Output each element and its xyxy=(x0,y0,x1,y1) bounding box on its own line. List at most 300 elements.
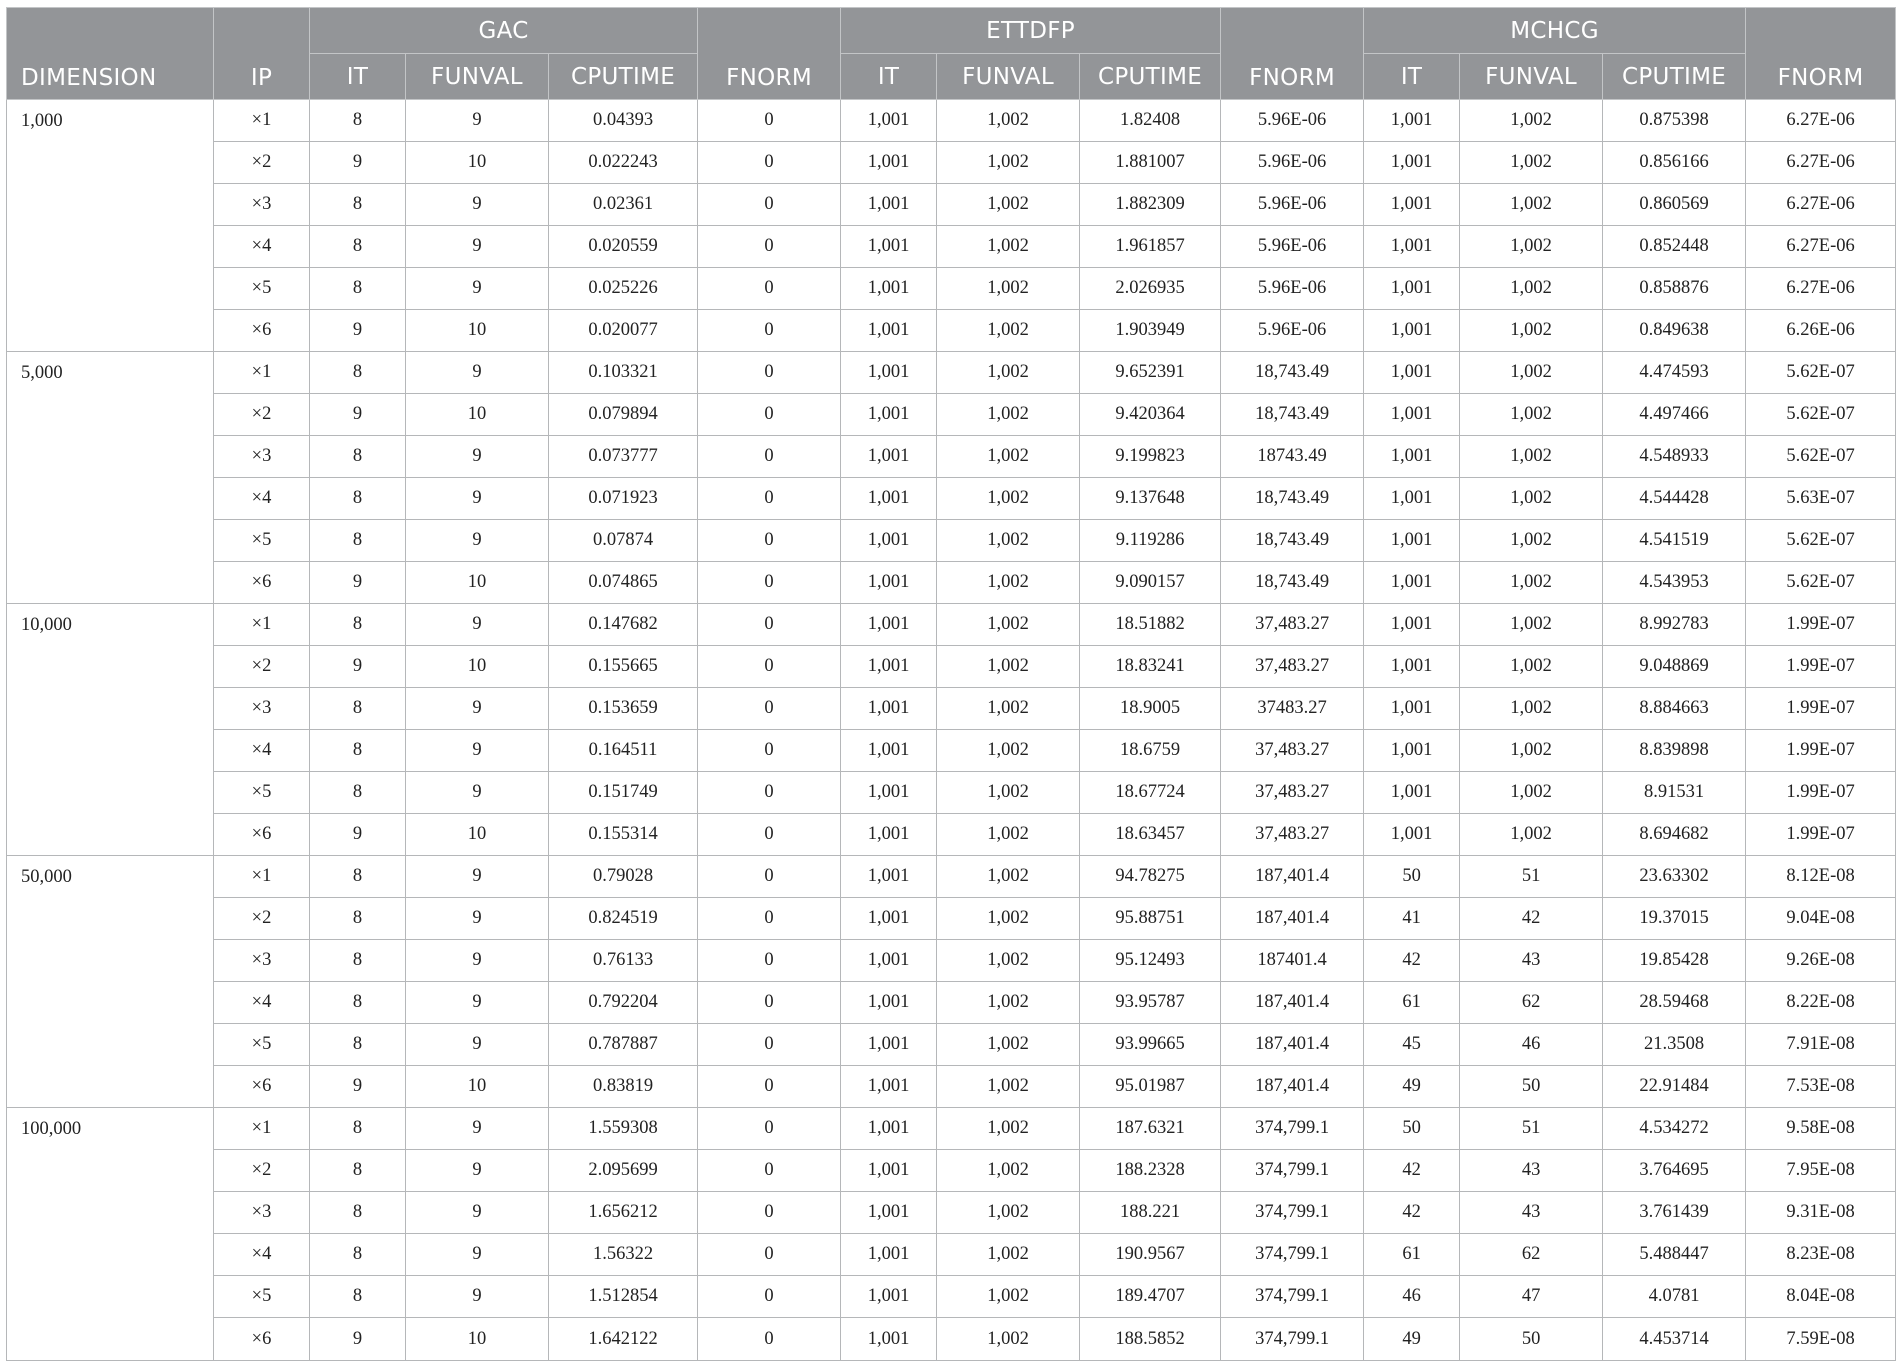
table-cell: 1,001 xyxy=(1364,142,1460,184)
table-cell: 1,001 xyxy=(1364,646,1460,688)
table-cell: 18,743.49 xyxy=(1221,394,1364,436)
table-cell: 1,001 xyxy=(841,982,937,1024)
table-cell: 7.95E-08 xyxy=(1746,1150,1896,1192)
table-cell: 8 xyxy=(310,604,406,646)
table-cell: 9.58E-08 xyxy=(1746,1108,1896,1150)
table-cell: 5.96E-06 xyxy=(1221,142,1364,184)
table-cell: 187.6321 xyxy=(1080,1108,1221,1150)
table-cell: ×5 xyxy=(214,1024,310,1066)
table-row xyxy=(7,478,1896,520)
table-cell: 28.59468 xyxy=(1603,982,1746,1024)
table-cell: 4.543953 xyxy=(1603,562,1746,604)
table-cell: 6.27E-06 xyxy=(1746,184,1896,226)
table-cell: 1,002 xyxy=(937,352,1080,394)
table-cell: ×4 xyxy=(214,1234,310,1276)
table-cell: 9 xyxy=(406,856,549,898)
table-cell: ×5 xyxy=(214,520,310,562)
table-cell: 37,483.27 xyxy=(1221,772,1364,814)
table-cell: 0 xyxy=(698,394,841,436)
table-cell: ×1 xyxy=(214,352,310,394)
mchcg-it-header: IT xyxy=(1364,54,1460,100)
table-cell: ×3 xyxy=(214,940,310,982)
table-cell: 1,002 xyxy=(1460,562,1603,604)
table-cell: 1,001 xyxy=(1364,100,1460,142)
table-cell: 1,002 xyxy=(937,646,1080,688)
table-cell: 1,001 xyxy=(841,226,937,268)
table-row xyxy=(7,982,1896,1024)
table-cell: 9.652391 xyxy=(1080,352,1221,394)
table-cell: 7.91E-08 xyxy=(1746,1024,1896,1066)
table-cell: 1,002 xyxy=(937,730,1080,772)
table-cell: 9 xyxy=(406,898,549,940)
table-cell: ×1 xyxy=(214,604,310,646)
table-row xyxy=(7,184,1896,226)
table-cell: 94.78275 xyxy=(1080,856,1221,898)
table-cell: 2.026935 xyxy=(1080,268,1221,310)
table-cell: 1,002 xyxy=(937,1276,1080,1318)
table-cell: ×1 xyxy=(214,1108,310,1150)
table-cell: 21.3508 xyxy=(1603,1024,1746,1066)
table-cell: ×6 xyxy=(214,1066,310,1108)
table-cell: 188.221 xyxy=(1080,1192,1221,1234)
table-cell: 1,002 xyxy=(937,1108,1080,1150)
table-cell: 1,002 xyxy=(937,1024,1080,1066)
table-cell: 8 xyxy=(310,1276,406,1318)
header-row-groups xyxy=(7,8,1896,54)
table-cell: 1,002 xyxy=(1460,772,1603,814)
table-cell: 93.95787 xyxy=(1080,982,1221,1024)
table-cell: 1,001 xyxy=(841,730,937,772)
table-cell: 0.073777 xyxy=(549,436,698,478)
table-cell: 9 xyxy=(406,940,549,982)
table-cell: 190.9567 xyxy=(1080,1234,1221,1276)
results-table-container xyxy=(6,7,1895,1361)
table-cell: 0.151749 xyxy=(549,772,698,814)
table-cell: 0 xyxy=(698,1150,841,1192)
table-cell: 42 xyxy=(1460,898,1603,940)
table-cell: 50 xyxy=(1460,1066,1603,1108)
table-cell: 1,002 xyxy=(937,940,1080,982)
table-row xyxy=(7,394,1896,436)
table-cell: 0.079894 xyxy=(549,394,698,436)
table-cell: 4.534272 xyxy=(1603,1108,1746,1150)
table-cell: 1,001 xyxy=(1364,394,1460,436)
table-cell: 0 xyxy=(698,436,841,478)
table-cell: 5.62E-07 xyxy=(1746,562,1896,604)
table-cell: 7.53E-08 xyxy=(1746,1066,1896,1108)
table-cell: 8 xyxy=(310,688,406,730)
table-cell: 9 xyxy=(406,1192,549,1234)
table-cell: 0 xyxy=(698,856,841,898)
table-row xyxy=(7,226,1896,268)
table-cell: 0.020077 xyxy=(549,310,698,352)
table-cell: 0.792204 xyxy=(549,982,698,1024)
table-cell: 1,001 xyxy=(841,1024,937,1066)
table-cell: 0 xyxy=(698,604,841,646)
table-cell: 18743.49 xyxy=(1221,436,1364,478)
table-cell: 9 xyxy=(406,1024,549,1066)
ettdfp-group-header: ETTDFP xyxy=(841,8,1221,54)
table-cell: 3.761439 xyxy=(1603,1192,1746,1234)
table-cell: ×5 xyxy=(214,1276,310,1318)
table-cell: 0 xyxy=(698,142,841,184)
table-cell: 1,002 xyxy=(937,982,1080,1024)
table-cell: 8 xyxy=(310,352,406,394)
table-cell: 0.824519 xyxy=(549,898,698,940)
table-cell: 37,483.27 xyxy=(1221,604,1364,646)
table-cell: 4.548933 xyxy=(1603,436,1746,478)
table-cell: 0 xyxy=(698,730,841,772)
table-cell: 1.99E-07 xyxy=(1746,772,1896,814)
table-cell: 18.6759 xyxy=(1080,730,1221,772)
table-row xyxy=(7,1108,1896,1150)
table-cell: 1,001 xyxy=(1364,730,1460,772)
gac-cputime-header: CPUTIME xyxy=(549,54,698,100)
table-cell: 5.96E-06 xyxy=(1221,310,1364,352)
table-cell: 1.642122 xyxy=(549,1318,698,1361)
table-cell: ×4 xyxy=(214,226,310,268)
ip-header: IP xyxy=(214,8,310,100)
table-row xyxy=(7,352,1896,394)
table-cell: 9 xyxy=(406,100,549,142)
table-cell: 0.147682 xyxy=(549,604,698,646)
table-cell: 1.99E-07 xyxy=(1746,730,1896,772)
table-cell: 42 xyxy=(1364,940,1460,982)
table-cell: ×2 xyxy=(214,1150,310,1192)
table-row xyxy=(7,856,1896,898)
table-cell: 1,001 xyxy=(841,814,937,856)
table-cell: 1,001 xyxy=(841,1150,937,1192)
table-row xyxy=(7,1318,1896,1361)
table-cell: 46 xyxy=(1364,1276,1460,1318)
table-cell: 9 xyxy=(406,730,549,772)
table-cell: 10 xyxy=(406,562,549,604)
gac-it-header: IT xyxy=(310,54,406,100)
table-cell: 9 xyxy=(406,436,549,478)
table-cell: 8 xyxy=(310,184,406,226)
table-cell: 4.453714 xyxy=(1603,1318,1746,1361)
table-cell: 1.99E-07 xyxy=(1746,814,1896,856)
table-cell: 10 xyxy=(406,814,549,856)
table-cell: 10 xyxy=(406,646,549,688)
table-cell: 1.512854 xyxy=(549,1276,698,1318)
table-cell: 9 xyxy=(406,520,549,562)
table-cell: 0.860569 xyxy=(1603,184,1746,226)
table-cell: 1,002 xyxy=(1460,310,1603,352)
table-row xyxy=(7,310,1896,352)
table-cell: 1,001 xyxy=(1364,604,1460,646)
table-cell: 9.048869 xyxy=(1603,646,1746,688)
table-cell: 9 xyxy=(310,394,406,436)
table-cell: 187,401.4 xyxy=(1221,1066,1364,1108)
table-cell: 0.155314 xyxy=(549,814,698,856)
table-cell: 374,799.1 xyxy=(1221,1318,1364,1361)
table-cell: 374,799.1 xyxy=(1221,1276,1364,1318)
table-cell: 1,001 xyxy=(1364,226,1460,268)
table-cell: 8 xyxy=(310,940,406,982)
table-cell: 1,001 xyxy=(1364,772,1460,814)
table-row xyxy=(7,520,1896,562)
table-cell: 8 xyxy=(310,898,406,940)
table-cell: 1,002 xyxy=(937,1234,1080,1276)
table-cell: 5.488447 xyxy=(1603,1234,1746,1276)
table-cell: ×6 xyxy=(214,310,310,352)
table-cell: 1.82408 xyxy=(1080,100,1221,142)
table-cell: 50 xyxy=(1364,856,1460,898)
table-cell: 1,001 xyxy=(841,1108,937,1150)
table-cell: 0.025226 xyxy=(549,268,698,310)
table-row xyxy=(7,1150,1896,1192)
table-cell: 0.02361 xyxy=(549,184,698,226)
table-cell: 49 xyxy=(1364,1318,1460,1361)
table-cell: 37483.27 xyxy=(1221,688,1364,730)
table-cell: 5.62E-07 xyxy=(1746,352,1896,394)
table-cell: 5.62E-07 xyxy=(1746,394,1896,436)
table-cell: 9.137648 xyxy=(1080,478,1221,520)
mchcg-fnorm-header: FNORM xyxy=(1746,8,1896,100)
table-cell: 4.474593 xyxy=(1603,352,1746,394)
table-cell: 8 xyxy=(310,1234,406,1276)
table-cell: 61 xyxy=(1364,982,1460,1024)
table-cell: ×2 xyxy=(214,394,310,436)
table-cell: 1.961857 xyxy=(1080,226,1221,268)
table-cell: 18.63457 xyxy=(1080,814,1221,856)
table-cell: 18,743.49 xyxy=(1221,520,1364,562)
table-row xyxy=(7,646,1896,688)
table-cell: 0 xyxy=(698,1192,841,1234)
table-cell: 9 xyxy=(406,1234,549,1276)
table-cell: 0.83819 xyxy=(549,1066,698,1108)
table-cell: 0 xyxy=(698,1276,841,1318)
table-cell: 8 xyxy=(310,1024,406,1066)
table-cell: 8 xyxy=(310,478,406,520)
table-cell: 8.04E-08 xyxy=(1746,1276,1896,1318)
table-cell: 22.91484 xyxy=(1603,1066,1746,1108)
table-cell: 6.27E-06 xyxy=(1746,268,1896,310)
table-cell: ×3 xyxy=(214,1192,310,1234)
table-cell: 0.849638 xyxy=(1603,310,1746,352)
dimension-cell: 5,000 xyxy=(7,352,214,604)
table-cell: 2.095699 xyxy=(549,1150,698,1192)
table-cell: 4.544428 xyxy=(1603,478,1746,520)
table-cell: 0.164511 xyxy=(549,730,698,772)
table-cell: 8.22E-08 xyxy=(1746,982,1896,1024)
table-cell: 1,002 xyxy=(1460,142,1603,184)
table-cell: 5.96E-06 xyxy=(1221,268,1364,310)
table-cell: 1,002 xyxy=(937,394,1080,436)
table-cell: 0.020559 xyxy=(549,226,698,268)
table-cell: ×5 xyxy=(214,268,310,310)
table-cell: 374,799.1 xyxy=(1221,1192,1364,1234)
table-cell: 8 xyxy=(310,1108,406,1150)
table-cell: 9 xyxy=(310,814,406,856)
table-cell: 5.96E-06 xyxy=(1221,184,1364,226)
table-cell: 0 xyxy=(698,646,841,688)
table-cell: 4.497466 xyxy=(1603,394,1746,436)
table-row xyxy=(7,688,1896,730)
table-cell: 1,002 xyxy=(937,520,1080,562)
table-cell: 0.852448 xyxy=(1603,226,1746,268)
table-cell: 0.79028 xyxy=(549,856,698,898)
dimension-cell: 1,000 xyxy=(7,100,214,352)
table-cell: 0 xyxy=(698,940,841,982)
table-cell: 374,799.1 xyxy=(1221,1108,1364,1150)
table-cell: 1,001 xyxy=(841,604,937,646)
table-cell: 95.88751 xyxy=(1080,898,1221,940)
table-cell: ×3 xyxy=(214,436,310,478)
table-cell: 1,002 xyxy=(937,898,1080,940)
table-cell: 1,001 xyxy=(841,898,937,940)
table-cell: 1,001 xyxy=(1364,520,1460,562)
table-cell: 1,001 xyxy=(841,100,937,142)
table-cell: 43 xyxy=(1460,1150,1603,1192)
table-cell: 43 xyxy=(1460,940,1603,982)
table-cell: 1,002 xyxy=(937,1150,1080,1192)
table-cell: 1,002 xyxy=(937,142,1080,184)
table-cell: 42 xyxy=(1364,1192,1460,1234)
table-cell: 50 xyxy=(1364,1108,1460,1150)
table-cell: 1.559308 xyxy=(549,1108,698,1150)
table-cell: 0 xyxy=(698,1318,841,1361)
table-cell: 9 xyxy=(406,982,549,1024)
table-cell: 8 xyxy=(310,268,406,310)
table-cell: 1,002 xyxy=(937,226,1080,268)
table-cell: 1,002 xyxy=(937,772,1080,814)
results-table xyxy=(6,7,1896,1361)
table-cell: ×2 xyxy=(214,142,310,184)
ettdfp-fnorm-header: FNORM xyxy=(1221,8,1364,100)
table-row xyxy=(7,100,1896,142)
table-cell: 8 xyxy=(310,226,406,268)
table-cell: 1,001 xyxy=(841,394,937,436)
table-cell: ×4 xyxy=(214,730,310,772)
table-cell: 1,002 xyxy=(937,1066,1080,1108)
table-cell: 1,001 xyxy=(1364,478,1460,520)
table-cell: 0 xyxy=(698,1024,841,1066)
table-cell: 1,001 xyxy=(841,352,937,394)
table-cell: 1,002 xyxy=(1460,520,1603,562)
table-cell: 10 xyxy=(406,310,549,352)
table-cell: 8 xyxy=(310,1150,406,1192)
table-cell: 1,001 xyxy=(841,1276,937,1318)
table-cell: 9 xyxy=(406,772,549,814)
table-row xyxy=(7,1276,1896,1318)
ettdfp-funval-header: FUNVAL xyxy=(937,54,1080,100)
table-cell: 51 xyxy=(1460,856,1603,898)
table-cell: 50 xyxy=(1460,1318,1603,1361)
table-cell: 8 xyxy=(310,436,406,478)
table-cell: 9 xyxy=(406,268,549,310)
table-cell: 49 xyxy=(1364,1066,1460,1108)
table-cell: ×1 xyxy=(214,100,310,142)
table-cell: ×3 xyxy=(214,688,310,730)
table-cell: 10 xyxy=(406,1066,549,1108)
table-row xyxy=(7,604,1896,646)
dimension-cell: 100,000 xyxy=(7,1108,214,1361)
table-cell: 0 xyxy=(698,772,841,814)
table-cell: 1.881007 xyxy=(1080,142,1221,184)
table-cell: 0.875398 xyxy=(1603,100,1746,142)
table-cell: 8 xyxy=(310,772,406,814)
table-cell: 18.51882 xyxy=(1080,604,1221,646)
table-cell: 9 xyxy=(406,184,549,226)
table-cell: 62 xyxy=(1460,1234,1603,1276)
table-cell: 188.2328 xyxy=(1080,1150,1221,1192)
dimension-header: DIMENSION xyxy=(7,8,214,100)
table-cell: 47 xyxy=(1460,1276,1603,1318)
table-cell: ×1 xyxy=(214,856,310,898)
table-cell: 9 xyxy=(406,352,549,394)
table-cell: 18.9005 xyxy=(1080,688,1221,730)
table-cell: 42 xyxy=(1364,1150,1460,1192)
mchcg-group-header: MCHCG xyxy=(1364,8,1746,54)
table-cell: 1,002 xyxy=(1460,352,1603,394)
table-cell: 1,002 xyxy=(1460,268,1603,310)
table-cell: 374,799.1 xyxy=(1221,1150,1364,1192)
table-cell: 374,799.1 xyxy=(1221,1234,1364,1276)
table-cell: 1,001 xyxy=(1364,184,1460,226)
table-cell: 1,002 xyxy=(937,688,1080,730)
table-cell: 5.62E-07 xyxy=(1746,436,1896,478)
table-cell: 1,002 xyxy=(937,1318,1080,1361)
table-cell: 1.56322 xyxy=(549,1234,698,1276)
table-cell: 1,002 xyxy=(937,268,1080,310)
table-cell: ×6 xyxy=(214,562,310,604)
table-cell: 0 xyxy=(698,184,841,226)
table-cell: 187,401.4 xyxy=(1221,856,1364,898)
table-cell: 8.839898 xyxy=(1603,730,1746,772)
table-row xyxy=(7,1024,1896,1066)
table-cell: 1,002 xyxy=(937,562,1080,604)
table-cell: 8.992783 xyxy=(1603,604,1746,646)
table-cell: 1,002 xyxy=(1460,394,1603,436)
table-cell: 1.99E-07 xyxy=(1746,604,1896,646)
table-cell: 1,001 xyxy=(1364,310,1460,352)
table-cell: 8 xyxy=(310,982,406,1024)
table-cell: 1.656212 xyxy=(549,1192,698,1234)
table-cell: 8 xyxy=(310,730,406,772)
table-cell: 9 xyxy=(310,1066,406,1108)
table-cell: 0 xyxy=(698,688,841,730)
table-cell: 1,001 xyxy=(841,1234,937,1276)
table-row xyxy=(7,142,1896,184)
table-row xyxy=(7,1192,1896,1234)
table-cell: 62 xyxy=(1460,982,1603,1024)
table-cell: 6.27E-06 xyxy=(1746,142,1896,184)
table-cell: 9 xyxy=(310,562,406,604)
table-cell: 18,743.49 xyxy=(1221,562,1364,604)
table-row xyxy=(7,730,1896,772)
table-cell: 95.01987 xyxy=(1080,1066,1221,1108)
table-cell: 10 xyxy=(406,1318,549,1361)
table-cell: 0 xyxy=(698,1234,841,1276)
table-cell: 0 xyxy=(698,268,841,310)
table-cell: 9.119286 xyxy=(1080,520,1221,562)
table-cell: 9 xyxy=(406,226,549,268)
dimension-cell: 50,000 xyxy=(7,856,214,1108)
table-cell: 1,001 xyxy=(1364,268,1460,310)
table-cell: 0 xyxy=(698,352,841,394)
table-cell: 37,483.27 xyxy=(1221,646,1364,688)
table-cell: 5.96E-06 xyxy=(1221,100,1364,142)
table-cell: 4.0781 xyxy=(1603,1276,1746,1318)
table-cell: 187,401.4 xyxy=(1221,1024,1364,1066)
table-cell: 19.85428 xyxy=(1603,940,1746,982)
table-cell: 9.26E-08 xyxy=(1746,940,1896,982)
table-row xyxy=(7,940,1896,982)
table-cell: 8.694682 xyxy=(1603,814,1746,856)
table-cell: 0.858876 xyxy=(1603,268,1746,310)
